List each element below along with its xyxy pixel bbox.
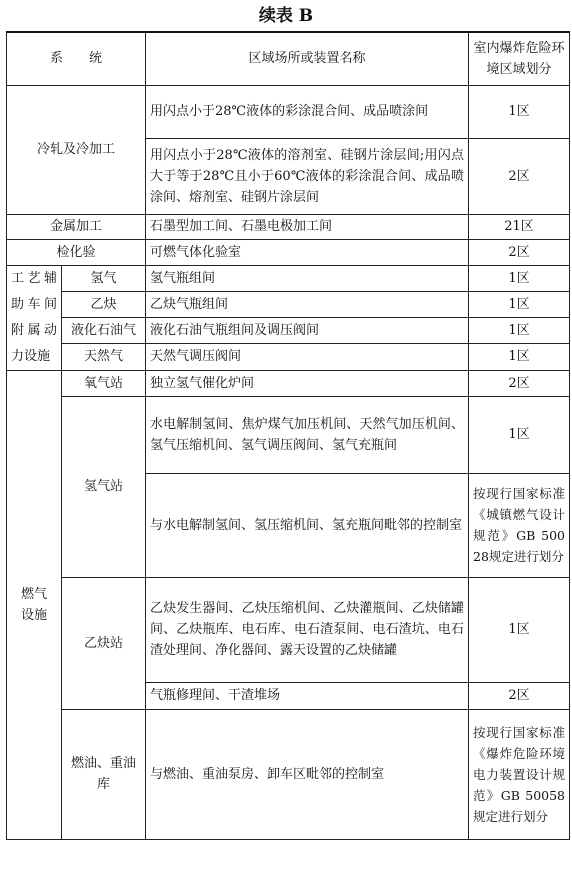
- zone-cell: 1区: [469, 396, 570, 473]
- zone-cell: 按现行国家标准《爆炸危险环境电力装置设计规范》GB 50058规定进行划分: [469, 709, 570, 839]
- table-row: [7, 214, 570, 239]
- zone-cell: 1区: [469, 577, 570, 682]
- table-row: [7, 239, 570, 265]
- area-cell: 与水电解制氢间、氢压缩机间、氢充瓶间毗邻的控制室: [146, 473, 469, 577]
- zone-cell: 2区: [469, 370, 570, 396]
- subsystem-cell: 氧气站: [62, 370, 146, 396]
- area-cell: 石墨型加工间、石墨电极加工间: [146, 214, 469, 239]
- header-zone: 室内爆炸危险环境区域划分: [469, 32, 570, 85]
- table-row: [7, 577, 570, 682]
- system-cell: 金属加工: [7, 214, 146, 239]
- table-row: [7, 344, 570, 370]
- area-cell: 与燃油、重油泵房、卸车区毗邻的控制室: [146, 709, 469, 839]
- zone-cell: 按现行国家标准《城镇燃气设计规范》GB 50028规定进行划分: [469, 473, 570, 577]
- system-cell: 检化验: [7, 239, 146, 265]
- zone-cell: 1区: [469, 318, 570, 344]
- table-title: 续表 B: [258, 6, 314, 26]
- area-cell: 可燃气体化验室: [146, 239, 469, 265]
- area-cell: 乙炔气瓶组间: [146, 291, 469, 317]
- hazard-zone-table: [6, 31, 570, 840]
- subsystem-cell: 乙炔: [62, 291, 146, 317]
- subsystem-cell: 天然气: [62, 344, 146, 370]
- area-cell: 乙炔发生器间、乙炔压缩机间、乙炔灌瓶间、乙炔储罐间、乙炔瓶库、电石库、电石渣泵间、电石渣坑、电石渣处理间、净化器间、露天设置的乙炔储罐: [146, 577, 469, 682]
- table-row: [7, 370, 570, 396]
- subsystem-cell: 氢气: [62, 265, 146, 291]
- zone-cell: 21区: [469, 214, 570, 239]
- zone-cell: 1区: [469, 291, 570, 317]
- header-area: 区域场所或装置名称: [146, 32, 469, 85]
- table-row: [7, 318, 570, 344]
- system-cell: 冷轧及冷加工: [7, 85, 146, 214]
- zone-cell: 1区: [469, 85, 570, 138]
- area-cell: 独立氢气催化炉间: [146, 370, 469, 396]
- table-row: [7, 396, 570, 473]
- zone-cell: 2区: [469, 138, 570, 214]
- table-row: [7, 85, 570, 138]
- zone-cell: 2区: [469, 682, 570, 709]
- area-cell: 水电解制氢间、焦炉煤气加压机间、天然气加压机间、氢气压缩机间、氢气调压阀间、氢气充瓶间: [146, 396, 469, 473]
- area-cell: 氢气瓶组间: [146, 265, 469, 291]
- table-row: [7, 265, 570, 291]
- system-cell: 燃气设施: [7, 370, 62, 839]
- system-cell: 工艺辅助车间附属动力设施: [7, 265, 62, 370]
- zone-cell: 1区: [469, 344, 570, 370]
- subsystem-cell: 氢气站: [62, 396, 146, 577]
- area-cell: 用闪点小于28℃液体的彩涂混合间、成品喷涂间: [146, 85, 469, 138]
- table-row: [7, 709, 570, 839]
- zone-cell: 1区: [469, 265, 570, 291]
- subsystem-cell: 乙炔站: [62, 577, 146, 709]
- area-cell: 液化石油气瓶组间及调压阀间: [146, 318, 469, 344]
- area-cell: 气瓶修理间、干渣堆场: [146, 682, 469, 709]
- zone-cell: 2区: [469, 239, 570, 265]
- subsystem-cell: 液化石油气: [62, 318, 146, 344]
- header-row: [7, 32, 570, 85]
- subsystem-cell: 燃油、重油库: [62, 709, 146, 839]
- header-system: 系 统: [7, 32, 146, 85]
- area-cell: 天然气调压阀间: [146, 344, 469, 370]
- table-row: [7, 291, 570, 317]
- area-cell: 用闪点小于28℃液体的溶剂室、硅钢片涂层间;用闪点大于等于28℃且小于60℃液体的彩涂混合间、成品喷涂间、熔剂室、硅钢片涂层间: [146, 138, 469, 214]
